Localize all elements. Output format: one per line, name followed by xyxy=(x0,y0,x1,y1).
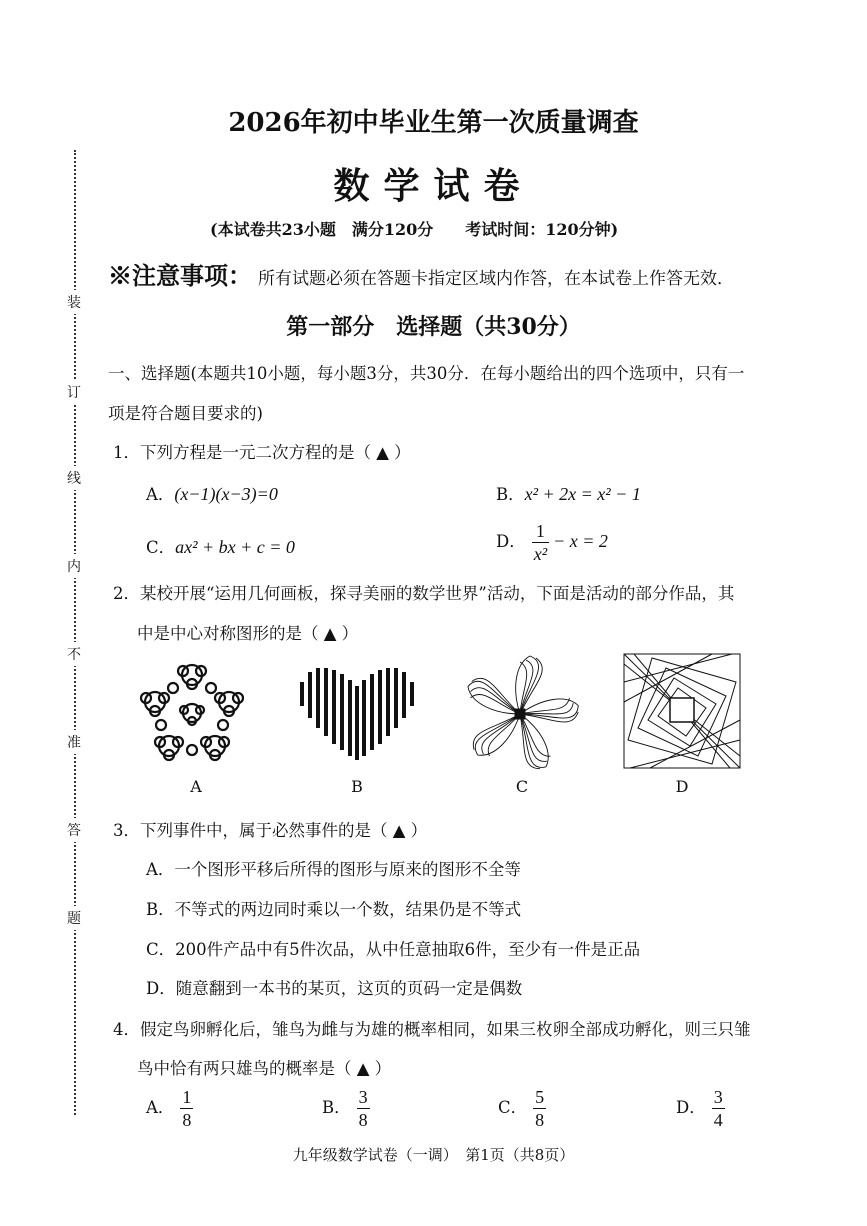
binding-char-5: 不 xyxy=(64,642,84,666)
figure-label-b: B xyxy=(351,777,363,796)
notice xyxy=(108,256,734,291)
exam-meta: (本试卷共23小题 满分120分 考试时间：120分钟) xyxy=(210,220,619,239)
binding-char-7: 答 xyxy=(64,818,84,842)
exam-subject: 数学试卷 xyxy=(333,165,534,207)
notice-label: ※注意事项： xyxy=(108,261,252,290)
q3-stem: 3．下列事件中，属于必然事件的是（ ▲ ） xyxy=(113,821,428,840)
q4-option-d-fraction: $\frac{3}{4}$ xyxy=(713,1087,723,1130)
figure-c-spiral-flower xyxy=(460,652,580,772)
figure-d-center-square xyxy=(670,698,694,722)
notice-text: 所有试题必须在答题卡指定区域内作答，在本试卷上作答无效． xyxy=(258,269,734,289)
exam-title: 2026年初中毕业生第一次质量调查 xyxy=(228,108,639,138)
q2-stem-line1: 2．某校开展“运用几何画板，探寻美丽的数学世界”活动，下面是活动的部分作品，其 xyxy=(113,584,735,603)
section-intro-line1: 一、选择题(本题共10小题，每小题3分，共30分．在每小题给出的四个选项中，只有一 xyxy=(108,364,745,383)
q1-option-b-math: x² + 2x = x² − 1 xyxy=(524,484,641,504)
binding-char-6: 准 xyxy=(64,730,84,754)
q4-option-b-fraction: $\frac{3}{8}$ xyxy=(358,1087,368,1130)
binding-char-4: 内 xyxy=(64,554,84,578)
q1-option-b: B．x² + 2x = x² − 1 xyxy=(496,484,641,504)
binding-char-3: 线 xyxy=(64,466,84,490)
q4-stem-line2: 鸟中恰有两只雄鸟的概率是（ ▲ ） xyxy=(137,1059,392,1078)
q4-option-c-fraction: $\frac{5}{8}$ xyxy=(535,1087,545,1130)
figure-d-twisted-squares xyxy=(622,652,742,770)
q2-stem-line2: 中是中心对称图形的是（ ▲ ） xyxy=(137,624,359,643)
q4-stem-line1: 4．假定鸟卵孵化后，雏鸟为雌与为雄的概率相同，如果三枚卵全部成功孵化，则三只雏 xyxy=(113,1020,751,1039)
section-intro-line2: 项是符合题目要求的) xyxy=(108,404,263,423)
q1-stem: 1．下列方程是一元二次方程的是（ ▲ ） xyxy=(113,443,411,462)
figure-b-wave-heart xyxy=(296,660,418,765)
part-heading: 第一部分 选择题（共30分） xyxy=(286,314,581,340)
q3-option-d: D．随意翻到一本书的某页，这页的页码一定是偶数 xyxy=(146,979,523,998)
q4-option-a-fraction: $\frac{1}{8}$ xyxy=(182,1087,192,1130)
figure-label-a: A xyxy=(190,777,202,796)
q4-option-b: B． $\frac{3}{8}$ xyxy=(322,1087,368,1130)
q1-option-c: C．ax² + bx + c = 0 xyxy=(146,537,295,557)
figure-label-d: D xyxy=(675,777,689,796)
figure-label-c: C xyxy=(515,777,529,796)
q3-option-c: C．200件产品中有5件次品，从中任意抽取6件，至少有一件是正品 xyxy=(146,940,641,959)
binding-char-8: 题 xyxy=(64,906,84,930)
q3-option-a: A．一个图形平移后所得的图形与原来的图形不全等 xyxy=(146,860,521,879)
q1-option-c-math: ax² + bx + c = 0 xyxy=(175,537,295,557)
q4-option-c: C． $\frac{5}{8}$ xyxy=(498,1087,545,1130)
q4-option-d: D． $\frac{3}{4}$ xyxy=(676,1087,723,1130)
binding-char-1: 装 xyxy=(64,290,84,314)
q1-option-a-math: (x−1)(x−3)=0 xyxy=(174,484,278,504)
q1-option-d: D． $\frac{1}{\text{x²}}$ − x = 2 xyxy=(496,521,608,564)
binding-char-2: 订 xyxy=(64,380,84,404)
q3-option-b: B．不等式的两边同时乘以一个数，结果仍是不等式 xyxy=(146,900,522,919)
q1-option-d-fraction: $\frac{1}{\text{x²}}$ xyxy=(533,521,548,564)
q1-option-a: A．(x−1)(x−3)=0 xyxy=(146,484,278,504)
page-footer: 九年级数学试卷（一调） 第1页（共8页） xyxy=(292,1146,575,1164)
q4-option-a: A． $\frac{1}{8}$ xyxy=(146,1087,192,1130)
figure-a-pentaflake xyxy=(135,650,250,770)
